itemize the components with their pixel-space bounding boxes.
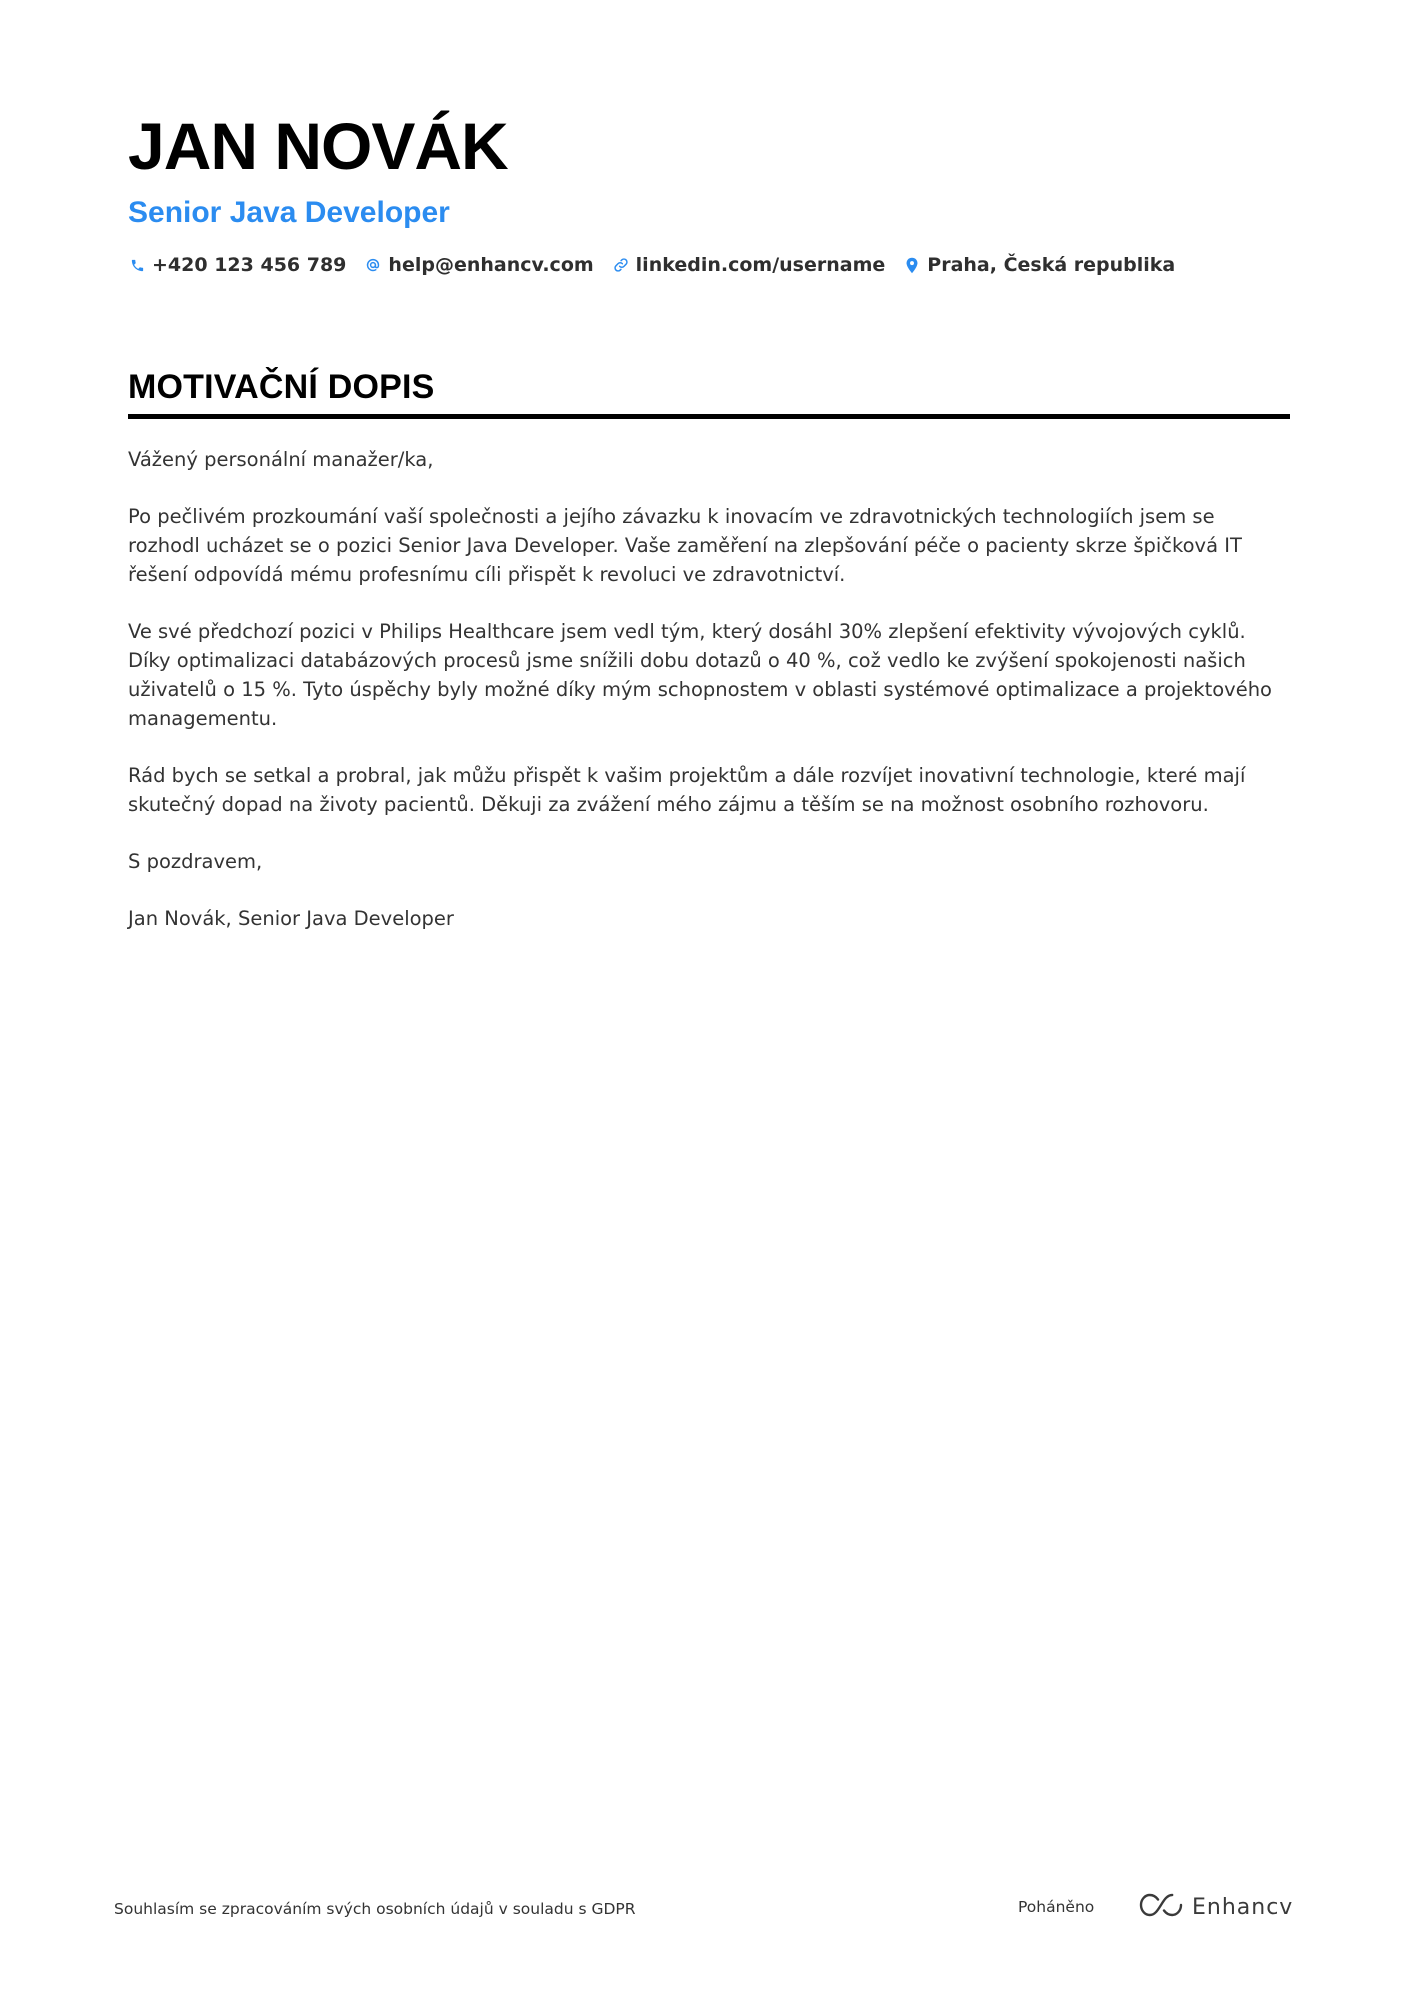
contact-email-text: help@enhancv.com xyxy=(388,254,594,276)
phone-icon xyxy=(128,256,146,274)
letter-paragraph: Po pečlivém prozkoumání vaší společnosti a jejího závazku k inovacím ve zdravotnických technologiích jsem se rozhodl ucházet se o pozici Senior Java Developer. Vaše zaměření na zlepšování péče o pacienty skrze špičková IT řešení odpovídá mému profesnímu cíli přispět k revoluci ve zdravotnictví. xyxy=(128,505,1242,586)
letter-paragraph: Rád bych se setkal a probral, jak můžu přispět k vašim projektům a dále rozvíjet inovativní technologie, které mají skutečný dopad na životy pacientů. Děkuji za zvážení mého zájmu a těším se na možnost osobního rozhovoru. xyxy=(128,764,1246,816)
letter-signature: Jan Novák, Senior Java Developer xyxy=(128,907,454,930)
letter-paragraph: Ve své předchozí pozici v Philips Healthcare jsem vedl tým, který dosáhl 30% zlepšení efektivity vývojových cyklů. Díky optimalizaci databázových procesů jsme snížili dobu dotazů o 40 %, což vedlo ke zvýšení spokojenosti našich uživatelů o 15 %. Tyto úspěchy byly možné díky mým schopnostem v oblasti systémové optimalizace a projektového managementu. xyxy=(128,620,1272,730)
candidate-job-title: Senior Java Developer xyxy=(128,196,450,229)
letter-body xyxy=(128,445,1290,933)
map-pin-icon xyxy=(903,256,921,274)
gdpr-consent-text: Souhlasím se zpracováním svých osobních údajů v souladu s GDPR xyxy=(114,1900,636,1918)
contact-location-text: Praha, Česká republika xyxy=(927,254,1176,276)
at-icon xyxy=(364,256,382,274)
contact-phone-text: +420 123 456 789 xyxy=(152,254,347,276)
section-title: MOTIVAČNÍ DOPIS xyxy=(128,368,435,406)
cover-letter-section xyxy=(128,366,1290,961)
powered-by-label: Poháněno xyxy=(1018,1898,1095,1916)
resume-header xyxy=(128,108,1288,276)
section-divider xyxy=(128,414,1290,419)
enhancv-brand-name: Enhancv xyxy=(1192,1894,1294,1920)
contact-phone[interactable] xyxy=(128,254,346,276)
contact-email[interactable] xyxy=(364,254,593,276)
page-footer xyxy=(114,1890,1294,1930)
candidate-name: JAN NOVÁK xyxy=(128,109,508,183)
contact-linkedin[interactable] xyxy=(612,254,886,276)
contact-location xyxy=(903,254,1175,276)
letter-closing: S pozdravem, xyxy=(128,850,263,873)
enhancv-brand[interactable] xyxy=(1138,1890,1293,1924)
contact-info xyxy=(128,254,1288,276)
letter-salutation: Vážený personální manažer/ka, xyxy=(128,448,434,471)
enhancv-logo-icon xyxy=(1138,1892,1184,1922)
link-icon xyxy=(612,256,630,274)
contact-linkedin-text: linkedin.com/username xyxy=(635,254,886,276)
